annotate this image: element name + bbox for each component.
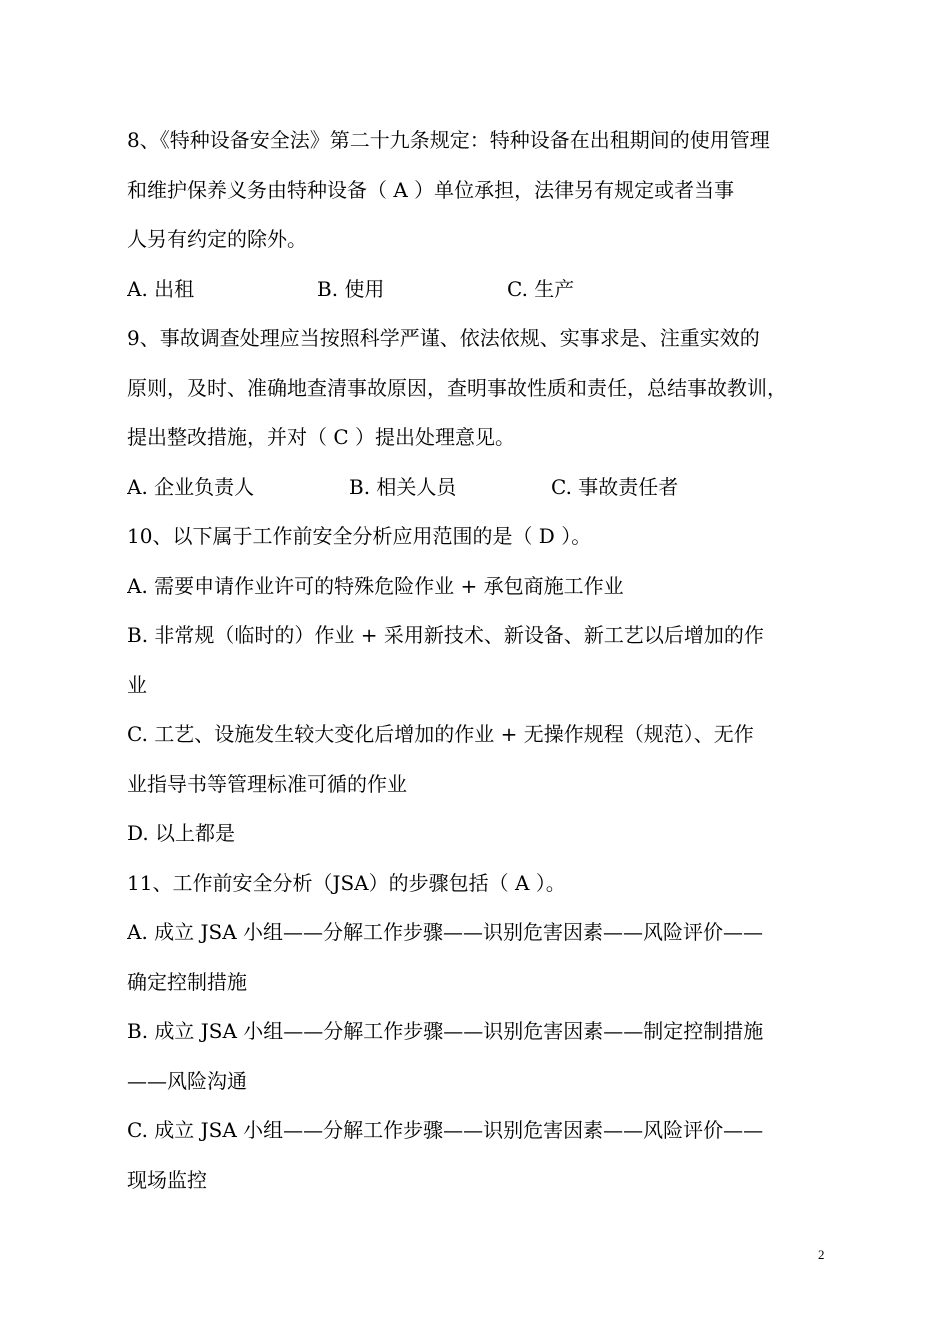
question-10-option-c-line-2: 业指导书等管理标准可循的作业 [127,772,407,796]
page-number: 2 [818,1247,825,1262]
question-9-option-b: B. 相关人员 [349,475,457,499]
question-8-option-b: B. 使用 [317,277,385,301]
question-10-option-c-line-1: C. 工艺、设施发生较大变化后增加的作业 + 无操作规程（规范）、无作 [127,722,754,746]
question-9-text-line-1: 9、事故调查处理应当按照科学严谨、依法依规、实事求是、注重实效的 [127,326,760,350]
question-10-option-b-line-2: 业 [127,673,147,697]
question-9-option-c: C. 事故责任者 [551,475,679,499]
question-10-text: 10、以下属于工作前安全分析应用范围的是（ D ）。 [127,524,592,548]
question-8-option-a: A. 出租 [127,277,195,301]
question-9-text-line-2: 原则，及时、准确地查清事故原因，查明事故性质和责任，总结事故教训， [127,376,787,400]
question-9-text-line-3: 提出整改措施，并对（ C ）提出处理意见。 [127,425,516,449]
question-11-option-b-line-2: ——风险沟通 [127,1069,247,1093]
question-8-options [127,274,837,304]
question-8-option-c: C. 生产 [507,277,575,301]
question-11-option-b-line-1: B. 成立 JSA 小组——分解工作步骤——识别危害因素——制定控制措施 [127,1019,764,1043]
question-9-option-a: A. 企业负责人 [127,475,255,499]
question-8-text-line-1: 8、《特种设备安全法》第二十九条规定：特种设备在出租期间的使用管理 [127,128,770,152]
question-11-option-c-line-1: C. 成立 JSA 小组——分解工作步骤——识别危害因素——风险评价—— [127,1118,764,1142]
question-8-text-line-2: 和维护保养义务由特种设备（ A ）单位承担，法律另有规定或者当事 [127,178,735,202]
question-8-text-line-3: 人另有约定的除外。 [127,227,307,251]
question-11-option-c-line-2: 现场监控 [127,1168,207,1192]
question-10-option-d: D. 以上都是 [127,821,236,845]
question-10-option-b-line-1: B. 非常规（临时的）作业 + 采用新技术、新设备、新工艺以后增加的作 [127,623,764,647]
question-11-option-a-line-2: 确定控制措施 [127,970,247,994]
question-11-option-a-line-1: A. 成立 JSA 小组——分解工作步骤——识别危害因素——风险评价—— [127,920,764,944]
question-10-option-a: A. 需要申请作业许可的特殊危险作业 + 承包商施工作业 [127,574,624,598]
question-9-options [127,472,837,502]
question-11-text: 11、工作前安全分析（JSA）的步骤包括（ A ）。 [127,871,566,895]
